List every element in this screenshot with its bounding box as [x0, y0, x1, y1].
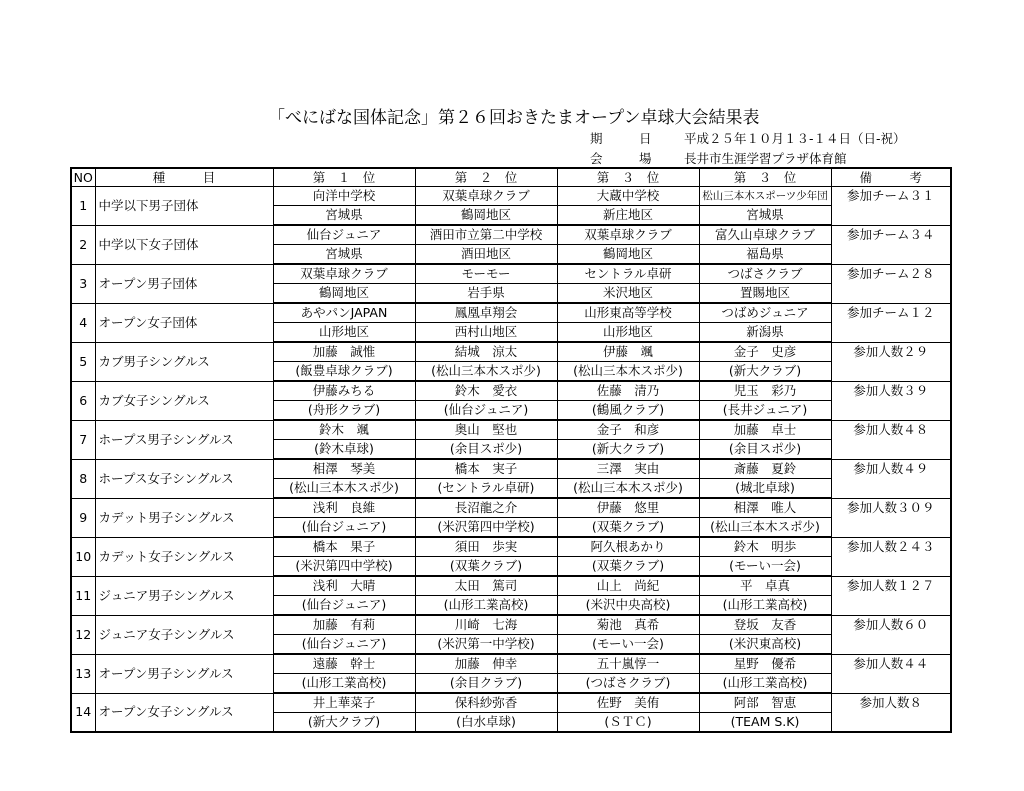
- place-p2-name: 奥山 堅也: [415, 420, 557, 440]
- place-p1-name: 鈴木 颯: [273, 420, 415, 440]
- place-p1-affiliation: 宮城県: [273, 245, 415, 265]
- results-body: [71, 187, 951, 733]
- place-p2-affiliation: (仙台ジュニア): [415, 401, 557, 421]
- place-p2-affiliation: 酒田地区: [415, 245, 557, 265]
- notes-cell: 参加人数２４３: [831, 537, 951, 576]
- place-p3-name: 三澤 実由: [557, 459, 699, 479]
- place-p2-affiliation: 西村山地区: [415, 323, 557, 343]
- place-p3-affiliation: (鶴風クラブ): [557, 401, 699, 421]
- notes-cell: 参加人数８: [831, 693, 951, 732]
- place-p4-name: 松山三本木スポーツ少年団: [699, 187, 831, 206]
- place-p4-affiliation: (余目スポ少): [699, 440, 831, 460]
- place-p2-name: 保科紗弥香: [415, 693, 557, 713]
- place-p3-affiliation: 米沢地区: [557, 284, 699, 304]
- notes-cell: 参加人数３９: [831, 381, 951, 420]
- place-p2-affiliation: (セントラル卓研): [415, 479, 557, 499]
- table-row: [71, 693, 951, 713]
- place-p2-name: 長沼龍之介: [415, 498, 557, 518]
- place-p3-affiliation: 新庄地区: [557, 206, 699, 226]
- row-number: 12: [71, 615, 95, 654]
- place-p4-affiliation: (松山三本木スポ少): [699, 518, 831, 538]
- place-p3-affiliation: (松山三本木スポ少): [557, 479, 699, 499]
- table-row: [71, 459, 951, 479]
- place-p4-name: 児玉 彩乃: [699, 381, 831, 401]
- place-p3-name: 大蔵中学校: [557, 187, 699, 206]
- place-p3-name: 伊藤 颯: [557, 342, 699, 362]
- place-p4-name: 鈴木 明歩: [699, 537, 831, 557]
- page-title: 「べにばな国体記念」第２６回おきたまオープン卓球大会結果表: [268, 108, 760, 128]
- results-table: [70, 167, 952, 733]
- place-p1-name: 浅利 良維: [273, 498, 415, 518]
- place-p3-affiliation: 鶴岡地区: [557, 245, 699, 265]
- event-name: カブ男子シングルス: [95, 342, 273, 381]
- place-p1-affiliation: (米沢第四中学校): [273, 557, 415, 577]
- place-p1-affiliation: (飯豊卓球クラブ): [273, 362, 415, 382]
- place-p3-name: 金子 和彦: [557, 420, 699, 440]
- date-line: [590, 129, 906, 147]
- row-number: 5: [71, 342, 95, 381]
- place-p2-affiliation: (松山三本木スポ少): [415, 362, 557, 382]
- place-p3-affiliation: (米沢中央高校): [557, 596, 699, 616]
- place-p3-affiliation: (双葉クラブ): [557, 557, 699, 577]
- table-row: [71, 342, 951, 362]
- place-p1-name: 仙台ジュニア: [273, 225, 415, 245]
- place-p3-affiliation: (双葉クラブ): [557, 518, 699, 538]
- table-row: [71, 264, 951, 284]
- header-row: [71, 168, 951, 187]
- header-second: 第 ２ 位: [415, 168, 557, 187]
- place-p2-affiliation: (米沢第四中学校): [415, 518, 557, 538]
- row-number: 4: [71, 303, 95, 342]
- place-p2-name: 結城 涼太: [415, 342, 557, 362]
- table-row: [71, 576, 951, 596]
- event-name: ジュニア男子シングルス: [95, 576, 273, 615]
- notes-cell: 参加チーム３４: [831, 225, 951, 264]
- place-p2-affiliation: (双葉クラブ): [415, 557, 557, 577]
- place-p3-name: 佐藤 清乃: [557, 381, 699, 401]
- table-row: [71, 537, 951, 557]
- place-p3-name: 伊藤 悠里: [557, 498, 699, 518]
- place-p4-name: つばめジュニア: [699, 303, 831, 323]
- row-number: 1: [71, 187, 95, 226]
- place-p4-affiliation: (長井ジュニア): [699, 401, 831, 421]
- place-p4-affiliation: 置賜地区: [699, 284, 831, 304]
- row-number: 2: [71, 225, 95, 264]
- notes-cell: 参加チーム２８: [831, 264, 951, 303]
- notes-cell: 参加人数４８: [831, 420, 951, 459]
- event-name: ジュニア女子シングルス: [95, 615, 273, 654]
- place-p4-name: 阿部 智恵: [699, 693, 831, 713]
- place-p1-name: 伊藤みちる: [273, 381, 415, 401]
- place-p2-affiliation: 岩手県: [415, 284, 557, 304]
- place-p1-name: 加藤 有莉: [273, 615, 415, 635]
- place-p2-affiliation: (白水卓球): [415, 713, 557, 733]
- place-p4-affiliation: (モーい一会): [699, 557, 831, 577]
- row-number: 7: [71, 420, 95, 459]
- event-name: 中学以下女子団体: [95, 225, 273, 264]
- notes-cell: 参加人数１２７: [831, 576, 951, 615]
- place-p3-name: 菊池 真希: [557, 615, 699, 635]
- event-name: カデット男子シングルス: [95, 498, 273, 537]
- notes-cell: 参加チーム３１: [831, 187, 951, 226]
- place-p3-name: 山上 尚紀: [557, 576, 699, 596]
- row-number: 8: [71, 459, 95, 498]
- place-p3-affiliation: (モーい一会): [557, 635, 699, 655]
- place-p1-name: 相澤 琴美: [273, 459, 415, 479]
- header-first: 第 １ 位: [273, 168, 415, 187]
- place-p1-affiliation: (舟形クラブ): [273, 401, 415, 421]
- place-p2-name: モーモー: [415, 264, 557, 284]
- place-p2-name: 太田 篤司: [415, 576, 557, 596]
- place-p2-affiliation: 鶴岡地区: [415, 206, 557, 226]
- place-p2-name: 酒田市立第二中学校: [415, 225, 557, 245]
- place-p4-affiliation: (城北卓球): [699, 479, 831, 499]
- place-p1-name: 井上華菜子: [273, 693, 415, 713]
- place-p2-name: 双葉卓球クラブ: [415, 187, 557, 206]
- place-p3-name: 山形東高等学校: [557, 303, 699, 323]
- place-p1-affiliation: (松山三本木スポ少): [273, 479, 415, 499]
- place-p4-affiliation: (山形工業高校): [699, 596, 831, 616]
- event-name: オープン女子シングルス: [95, 693, 273, 732]
- place-p2-affiliation: (山形工業高校): [415, 596, 557, 616]
- place-p3-affiliation: (ＳＴＣ): [557, 713, 699, 733]
- notes-cell: 参加人数２９: [831, 342, 951, 381]
- place-p2-name: 川崎 七海: [415, 615, 557, 635]
- place-p4-affiliation: (新大クラブ): [699, 362, 831, 382]
- event-name: 中学以下男子団体: [95, 187, 273, 226]
- place-p1-affiliation: (山形工業高校): [273, 674, 415, 694]
- place-p4-affiliation: (山形工業高校): [699, 674, 831, 694]
- event-name: オープン男子シングルス: [95, 654, 273, 693]
- place-p1-name: 向洋中学校: [273, 187, 415, 206]
- row-number: 11: [71, 576, 95, 615]
- place-p1-affiliation: (仙台ジュニア): [273, 518, 415, 538]
- place-p4-name: つばさクラブ: [699, 264, 831, 284]
- place-p3-affiliation: 山形地区: [557, 323, 699, 343]
- place-p1-affiliation: 宮城県: [273, 206, 415, 226]
- place-p1-affiliation: (仙台ジュニア): [273, 596, 415, 616]
- table-row: [71, 498, 951, 518]
- place-p4-name: 登坂 友香: [699, 615, 831, 635]
- row-number: 6: [71, 381, 95, 420]
- place-p4-affiliation: (TEAM S.K): [699, 713, 831, 733]
- place-p4-affiliation: 福島県: [699, 245, 831, 265]
- place-p2-name: 須田 歩実: [415, 537, 557, 557]
- place-p1-name: 加藤 誠惟: [273, 342, 415, 362]
- header-notes: 備 考: [831, 168, 951, 187]
- place-p2-name: 橋本 実子: [415, 459, 557, 479]
- place-p4-name: 金子 史彦: [699, 342, 831, 362]
- header-no: NO: [71, 168, 95, 187]
- row-number: 14: [71, 693, 95, 732]
- place-p1-affiliation: 鶴岡地区: [273, 284, 415, 304]
- row-number: 13: [71, 654, 95, 693]
- event-name: カデット女子シングルス: [95, 537, 273, 576]
- place-p4-name: 星野 優希: [699, 654, 831, 674]
- place-p1-name: 双葉卓球クラブ: [273, 264, 415, 284]
- place-p3-name: セントラル卓研: [557, 264, 699, 284]
- venue-value: 長井市生涯学習プラザ体育館: [683, 151, 847, 166]
- place-p4-affiliation: 宮城県: [699, 206, 831, 226]
- place-p1-affiliation: (鈴木卓球): [273, 440, 415, 460]
- date-value: 平成２５年１０月１３-１４日（日-祝）: [683, 131, 906, 146]
- date-label: 期 日: [590, 131, 664, 146]
- place-p4-affiliation: (米沢東高校): [699, 635, 831, 655]
- place-p3-affiliation: (新大クラブ): [557, 440, 699, 460]
- place-p3-name: 阿久根あかり: [557, 537, 699, 557]
- header-event: 種 目: [95, 168, 273, 187]
- table-row: [71, 615, 951, 635]
- place-p4-name: 平 卓真: [699, 576, 831, 596]
- table-row: [71, 187, 951, 206]
- notes-cell: 参加人数４９: [831, 459, 951, 498]
- row-number: 10: [71, 537, 95, 576]
- place-p1-name: 浅利 大晴: [273, 576, 415, 596]
- table-row: [71, 420, 951, 440]
- place-p2-name: 鈴木 愛衣: [415, 381, 557, 401]
- place-p3-affiliation: (つばさクラブ): [557, 674, 699, 694]
- place-p1-name: 橋本 果子: [273, 537, 415, 557]
- place-p2-affiliation: (米沢第一中学校): [415, 635, 557, 655]
- row-number: 9: [71, 498, 95, 537]
- notes-cell: 参加人数３０９: [831, 498, 951, 537]
- place-p1-affiliation: (仙台ジュニア): [273, 635, 415, 655]
- header-third-b: 第 ３ 位: [699, 168, 831, 187]
- event-name: オープン女子団体: [95, 303, 273, 342]
- place-p4-name: 相澤 唯人: [699, 498, 831, 518]
- place-p3-name: 佐野 美侑: [557, 693, 699, 713]
- place-p1-name: あやパンJAPAN: [273, 303, 415, 323]
- table-row: [71, 303, 951, 323]
- place-p4-name: 斎藤 夏鈴: [699, 459, 831, 479]
- table-row: [71, 381, 951, 401]
- table-row: [71, 654, 951, 674]
- place-p2-affiliation: (余目スポ少): [415, 440, 557, 460]
- venue-line: [590, 149, 847, 167]
- place-p2-name: 加藤 伸幸: [415, 654, 557, 674]
- place-p1-name: 遠藤 幹士: [273, 654, 415, 674]
- notes-cell: 参加人数６０: [831, 615, 951, 654]
- header-third-a: 第 ３ 位: [557, 168, 699, 187]
- notes-cell: 参加チーム１２: [831, 303, 951, 342]
- place-p4-name: 加藤 卓士: [699, 420, 831, 440]
- event-name: カブ女子シングルス: [95, 381, 273, 420]
- notes-cell: 参加人数４４: [831, 654, 951, 693]
- place-p4-name: 富久山卓球クラブ: [699, 225, 831, 245]
- place-p3-affiliation: (松山三本木スポ少): [557, 362, 699, 382]
- place-p1-affiliation: (新大クラブ): [273, 713, 415, 733]
- event-name: オープン男子団体: [95, 264, 273, 303]
- place-p3-name: 双葉卓球クラブ: [557, 225, 699, 245]
- table-row: [71, 225, 951, 245]
- place-p1-affiliation: 山形地区: [273, 323, 415, 343]
- event-name: ホープス男子シングルス: [95, 420, 273, 459]
- place-p2-affiliation: (余目クラブ): [415, 674, 557, 694]
- row-number: 3: [71, 264, 95, 303]
- event-name: ホープス女子シングルス: [95, 459, 273, 498]
- place-p4-affiliation: 新潟県: [699, 323, 831, 343]
- place-p3-name: 五十嵐惇一: [557, 654, 699, 674]
- place-p2-name: 鳳凰卓翔会: [415, 303, 557, 323]
- venue-label: 会 場: [590, 151, 664, 166]
